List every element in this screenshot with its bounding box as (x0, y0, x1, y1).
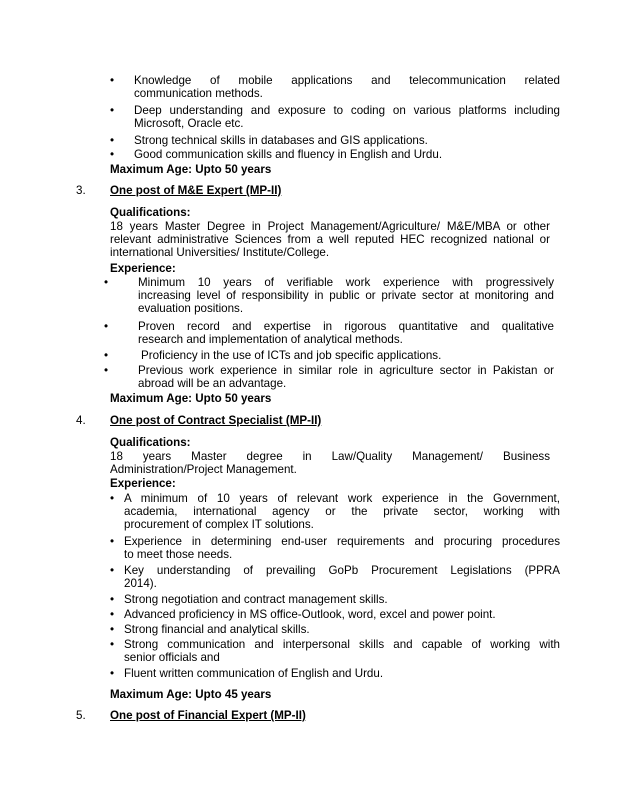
experience-heading: Experience: (110, 477, 176, 490)
list-item-line: Key understanding of prevailing GoPb Procurement Legislations (PPRA (124, 564, 560, 577)
section-title: One post of Contract Specialist (MP-II) (110, 414, 322, 427)
list-item-line: Knowledge of mobile applications and telecommunication related (134, 74, 560, 87)
bullet-icon: • (104, 364, 109, 377)
qualifications-text (110, 220, 550, 260)
qualifications-heading: Qualifications: (110, 206, 191, 219)
list-item-line: Strong technical skills in databases and GIS applications. (134, 134, 428, 147)
list-item-line: academia, international agency or the private sector, working with (124, 505, 560, 519)
list-item-line: Proven record and expertise in rigorous quantitative and qualitative (138, 320, 554, 333)
section-number: 3. (76, 184, 86, 197)
bullet-icon: • (110, 535, 115, 548)
qualifications-heading: Qualifications: (110, 436, 191, 449)
section-title: One post of Financial Expert (MP-II) (110, 709, 306, 722)
list-item-line: senior officials and (124, 651, 220, 665)
bullet-icon: • (110, 134, 115, 147)
qualifications-text (110, 450, 550, 476)
section-title: One post of M&E Expert (MP-II) (110, 184, 282, 197)
bullet-icon: • (110, 667, 115, 680)
list-item-line: Strong negotiation and contract management skills. (124, 593, 388, 606)
max-age: Maximum Age: Upto 50 years (110, 392, 272, 405)
section-number: 4. (76, 414, 86, 427)
bullet-icon: • (104, 349, 109, 362)
list-item-line: Strong communication and interpersonal skills and capable of working with (124, 638, 560, 651)
list-item-line: procurement of complex IT solutions. (124, 518, 314, 532)
list-item-line: increasing level of responsibility in public or private sector at monitoring and (138, 289, 554, 303)
paragraph-line: 18 years Master degree in Law/Quality Management/ Business (110, 450, 550, 463)
bullet-icon: • (110, 593, 115, 606)
list-item-line: Proficiency in the use of ICTs and job specific applications. (141, 349, 442, 362)
list-item-line: Advanced proficiency in MS office-Outlook, word, excel and power point. (124, 608, 496, 621)
max-age: Maximum Age: Upto 45 years (110, 688, 272, 701)
bullet-icon: • (110, 564, 115, 577)
bullet-icon: • (104, 276, 109, 289)
bullet-icon: • (110, 623, 115, 636)
list-item-line: Microsoft, Oracle etc. (134, 117, 244, 131)
list-item-line: A minimum of 10 years of relevant work experience in the Government, (124, 492, 560, 505)
bullet-icon: • (110, 104, 115, 117)
paragraph-line: international Universities/ Institute/College. (110, 246, 330, 260)
list-item-line: research and implementation of analytical methods. (138, 333, 403, 347)
paragraph-line: Administration/Project Management. (110, 463, 297, 477)
max-age: Maximum Age: Upto 50 years (110, 163, 272, 176)
paragraph-line: 18 years Master Degree in Project Management/Agriculture/ M&E/MBA or other (110, 220, 550, 233)
bullet-icon: • (110, 148, 115, 161)
list-item-line: Good communication skills and fluency in English and Urdu. (134, 148, 443, 161)
bullet-icon: • (110, 492, 115, 505)
experience-heading: Experience: (110, 262, 176, 275)
list-item-line: abroad will be an advantage. (138, 377, 287, 391)
list-item-line: to meet those needs. (124, 548, 233, 562)
bullet-icon: • (110, 74, 115, 87)
section-number: 5. (76, 709, 86, 722)
list-item-line: Deep understanding and exposure to coding on various platforms including (134, 104, 560, 117)
list-item-line: Previous work experience in similar role in agriculture sector in Pakistan or (138, 364, 554, 377)
list-item-line: evaluation positions. (138, 302, 244, 316)
bullet-icon: • (110, 638, 115, 651)
list-item-line: Minimum 10 years of verifiable work experience with progressively (138, 276, 554, 289)
list-item-line: 2014). (124, 577, 157, 591)
bullet-icon: • (110, 608, 115, 621)
list-item-line: Strong financial and analytical skills. (124, 623, 310, 636)
list-item-line: Fluent written communication of English and Urdu. (124, 667, 384, 680)
list-item-line: Experience in determining end-user requirements and procuring procedures (124, 535, 560, 548)
list-item-line: communication methods. (134, 87, 263, 101)
paragraph-line: relevant administrative Sciences from a well reputed HEC recognized national or (110, 233, 550, 247)
bullet-icon: • (104, 320, 109, 333)
